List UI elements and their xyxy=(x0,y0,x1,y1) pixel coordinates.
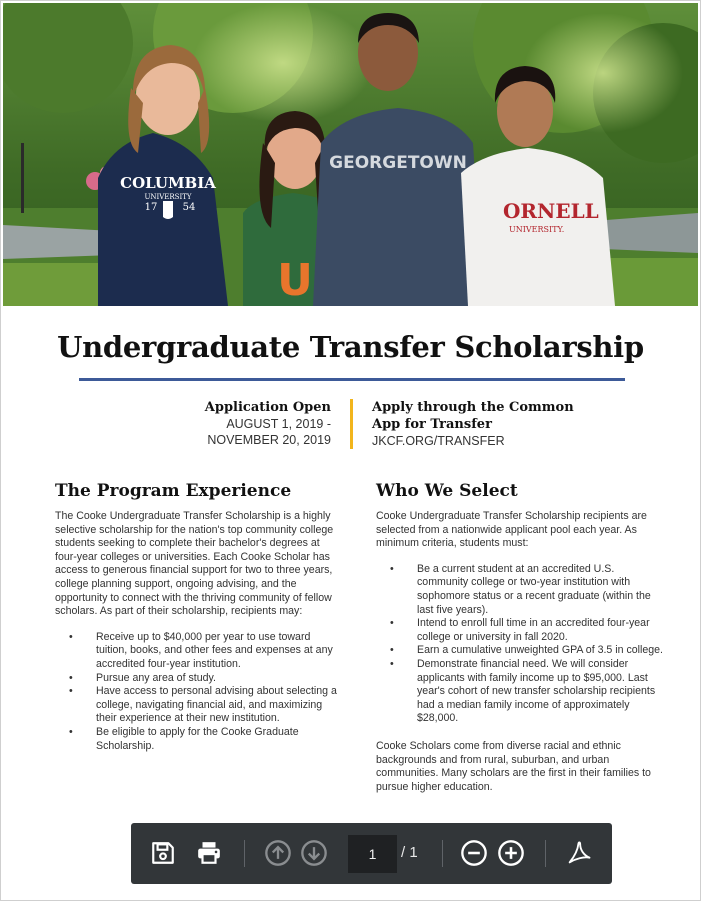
bullet-icon: • xyxy=(69,630,73,643)
program-section xyxy=(55,480,343,753)
page-number-input[interactable] xyxy=(348,835,397,873)
selection-body: Cooke Undergraduate Transfer Scholarship recipients are selected from a nationwide applicant pool each year. As minimum criteria, students must: xyxy=(376,510,647,550)
bullet-icon: • xyxy=(69,725,73,738)
selection-section xyxy=(376,480,664,794)
svg-text:ORNELL: ORNELL xyxy=(503,199,599,223)
application-apply xyxy=(372,399,602,449)
zoom-in-icon xyxy=(497,839,525,867)
bullet-icon: • xyxy=(390,657,394,670)
list-item: • Have access to personal advising about selecting a college, navigating financial aid, and maximizing their experience at their new institution. xyxy=(69,685,337,725)
toolbar-separator xyxy=(545,840,546,867)
svg-text:17: 17 xyxy=(144,202,158,213)
next-page-button[interactable] xyxy=(298,837,330,869)
list-item: • Be a current student at an accredited U.S. community college or two-year institution with sophomore status or a recent graduate (within the last five years). xyxy=(390,562,651,616)
application-start-date: AUGUST 1, 2019 - xyxy=(226,417,331,431)
previous-page-button[interactable] xyxy=(262,837,294,869)
page-total: / 1 xyxy=(401,844,418,861)
bullet-icon: • xyxy=(390,644,394,657)
bullet-icon: • xyxy=(390,617,394,630)
svg-text:U: U xyxy=(277,255,313,306)
zoom-out-icon xyxy=(460,839,488,867)
toolbar-separator xyxy=(442,840,443,867)
svg-text:GEORGETOWN: GEORGETOWN xyxy=(329,153,467,173)
save-icon xyxy=(150,840,176,866)
list-item: • Pursue any area of study. xyxy=(69,671,216,684)
svg-text:54: 54 xyxy=(182,202,196,213)
svg-text:UNIVERSITY: UNIVERSITY xyxy=(144,193,192,201)
toolbar-separator xyxy=(244,840,245,867)
list-item: • Intend to enroll full time in an accredited four-year college or university in fall 2020. xyxy=(390,617,650,643)
list-item: • Demonstrate financial need. We will consider applicants with family income up to $95,000. Last year's cohort of new transfer scholarship recipients had a median family income of approximately $28,000. xyxy=(390,657,656,725)
application-divider xyxy=(350,399,353,449)
zoom-out-button[interactable] xyxy=(458,837,490,869)
arrow-up-icon xyxy=(264,839,292,867)
page-title: Undergraduate Transfer Scholarship xyxy=(57,330,644,364)
print-button[interactable] xyxy=(193,837,225,869)
svg-text:UNIVERSITY.: UNIVERSITY. xyxy=(509,225,565,234)
svg-text:COLUMBIA: COLUMBIA xyxy=(120,174,216,192)
apply-heading: Apply through the Common App for Transfer xyxy=(372,400,574,432)
list-item: • Earn a cumulative unweighted GPA of 3.5 in college. xyxy=(390,644,663,657)
pdf-toolbar xyxy=(131,823,612,884)
selection-heading: Who We Select xyxy=(376,481,518,501)
list-item: • Receive up to $40,000 per year to use toward tuition, books, and other fees and expenses at any accredited four-year institution. xyxy=(69,630,333,670)
list-item: • Be eligible to apply for the Cooke Graduate Scholarship. xyxy=(69,725,299,752)
selection-bullet-list xyxy=(376,563,664,726)
selection-closing: Cooke Scholars come from diverse racial and ethnic backgrounds and from rural, suburban, and urban communities. Many scholars are the first in their families to pursue higher education. xyxy=(376,739,651,793)
hero-photo xyxy=(3,3,698,306)
application-end-date: NOVEMBER 20, 2019 xyxy=(207,433,331,447)
zoom-in-button[interactable] xyxy=(495,837,527,869)
program-body: The Cooke Undergraduate Transfer Scholarship is a highly selective scholarship for the nation's top community college students seeking to complete their bachelor's degrees at four-year colleges or universities. Each Cooke Scholar has access to generous financial support for two to three years, college planning support, ongoing advising, and the opportunity to connect with the thriving community of fellow scholars. As part of their scholarship, recipients may: xyxy=(55,510,334,618)
application-dates xyxy=(120,399,331,448)
title-underline xyxy=(79,378,625,381)
apply-link[interactable]: JKCF.ORG/TRANSFER xyxy=(372,434,505,448)
print-icon xyxy=(195,840,223,866)
open-in-acrobat-button[interactable] xyxy=(563,837,595,869)
acrobat-icon xyxy=(565,839,593,867)
program-heading: The Program Experience xyxy=(55,481,292,501)
bullet-icon: • xyxy=(69,671,73,684)
bullet-icon: • xyxy=(69,685,73,698)
program-bullet-list xyxy=(55,631,343,753)
arrow-down-icon xyxy=(300,839,328,867)
save-button[interactable] xyxy=(147,837,179,869)
application-open-heading: Application Open xyxy=(204,400,331,415)
bullet-icon: • xyxy=(390,562,394,575)
